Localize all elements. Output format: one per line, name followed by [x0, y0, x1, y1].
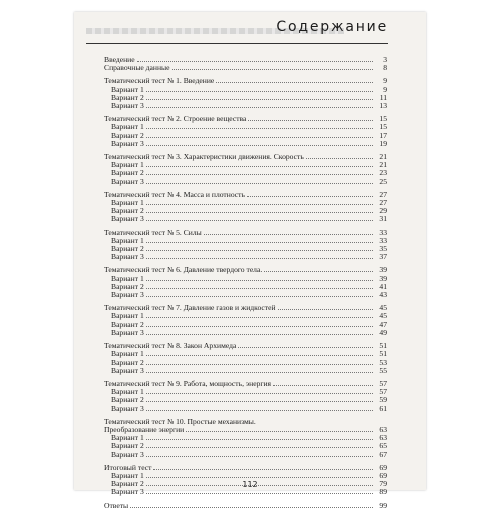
- dot-leader: [146, 215, 373, 221]
- toc-entry-page: 33: [379, 227, 387, 237]
- dot-leader: [278, 304, 373, 310]
- dot-leader: [172, 64, 373, 70]
- toc-entry-title: Вариант 2: [111, 281, 144, 291]
- toc-entry-title: Вариант 3: [111, 365, 144, 375]
- toc-section: [104, 229, 387, 262]
- dot-leader: [146, 329, 373, 335]
- toc-entry-page: 9: [383, 76, 387, 86]
- toc-variant-entry: [104, 283, 387, 291]
- toc-variant-entry: [104, 215, 387, 223]
- toc-entry-page: 11: [379, 92, 387, 102]
- toc-variant-entry: [104, 405, 387, 413]
- toc-entry-title: Вариант 3: [111, 176, 144, 186]
- toc-entry-title: Вариант 2: [111, 479, 144, 489]
- toc-entry: [104, 380, 387, 388]
- toc-entry-title: Вариант 1: [111, 387, 144, 397]
- toc-entry: [104, 153, 387, 161]
- toc-variant-entry: [104, 94, 387, 102]
- toc-variant-entry: [104, 329, 387, 337]
- dot-leader: [146, 102, 373, 108]
- toc-entry-title: Преобразование энергии: [104, 424, 185, 434]
- toc-variant-entry: [104, 178, 387, 186]
- toc-entry-title: Вариант 3: [111, 214, 144, 224]
- toc-entry-title: Вариант 3: [111, 252, 144, 262]
- dot-leader: [186, 426, 373, 432]
- page-number: 112: [242, 480, 258, 489]
- toc-entry: [104, 342, 387, 350]
- dot-leader: [146, 178, 373, 184]
- dot-leader: [258, 419, 385, 424]
- toc-entry-title: Тематический тест № 2. Строение вещества: [104, 114, 247, 124]
- toc-entry-page: 23: [379, 168, 387, 178]
- toc-entry-page: 57: [379, 378, 387, 388]
- toc-variant-entry: [104, 434, 387, 442]
- toc-entry: [104, 426, 387, 434]
- toc-entry-page: 19: [379, 138, 387, 148]
- toc-entry-page: 67: [379, 449, 387, 459]
- toc-entry: [104, 229, 387, 237]
- table-of-contents: [104, 56, 387, 515]
- dot-leader: [146, 94, 373, 100]
- toc-variant-entry: [104, 488, 387, 496]
- toc-entry-title: Введение: [104, 55, 135, 64]
- dot-leader: [153, 464, 373, 470]
- dot-leader: [146, 140, 373, 146]
- toc-section: [104, 56, 387, 72]
- toc-entry-title: Тематический тест № 6. Давление твердого тела.: [104, 265, 263, 275]
- dot-leader: [146, 472, 373, 478]
- toc-section: [104, 153, 387, 186]
- toc-entry-page: 3: [383, 55, 387, 64]
- toc-section: [104, 502, 387, 510]
- toc-variant-entry: [104, 102, 387, 110]
- dot-leader: [146, 396, 373, 402]
- toc-variant-entry: [104, 245, 387, 253]
- toc-variant-entry: [104, 472, 387, 480]
- dot-leader: [238, 342, 373, 348]
- toc-entry-page: 9: [383, 84, 387, 94]
- toc-variant-entry: [104, 207, 387, 215]
- page-title: Содержание: [276, 19, 388, 35]
- dot-leader: [146, 291, 373, 297]
- dot-leader: [146, 405, 373, 411]
- toc-entry-page: 51: [379, 349, 387, 359]
- toc-entry-page: 15: [379, 122, 387, 132]
- toc-entry-page: 41: [379, 281, 387, 291]
- dot-leader: [146, 245, 373, 251]
- toc-entry-page: 63: [379, 433, 387, 443]
- dot-leader: [146, 132, 373, 138]
- dot-leader: [146, 388, 373, 394]
- toc-entry: [104, 115, 387, 123]
- toc-variant-entry: [104, 237, 387, 245]
- toc-entry-page: 13: [379, 101, 387, 111]
- dot-leader: [146, 321, 373, 327]
- dot-leader: [146, 161, 373, 167]
- dot-leader: [146, 207, 373, 213]
- toc-entry-page: 55: [379, 365, 387, 375]
- toc-entry-title: Ответы: [104, 500, 129, 510]
- toc-entry-page: 21: [379, 152, 387, 162]
- toc-entry-page: 39: [379, 273, 387, 283]
- dot-leader: [306, 153, 373, 159]
- toc-entry-title: Вариант 2: [111, 206, 144, 216]
- dot-leader: [146, 350, 373, 356]
- toc-entry-page: 79: [379, 479, 387, 489]
- dot-leader: [273, 380, 373, 386]
- toc-entry-title: Вариант 2: [111, 395, 144, 405]
- toc-entry-title: Тематический тест № 8. Закон Архимеда: [104, 341, 237, 351]
- toc-entry-page: 59: [379, 395, 387, 405]
- toc-section: [104, 191, 387, 224]
- toc-entry-title: Вариант 2: [111, 244, 144, 254]
- toc-variant-entry: [104, 86, 387, 94]
- toc-entry-title: Вариант 1: [111, 349, 144, 359]
- toc-entry: [104, 191, 387, 199]
- dot-leader: [146, 275, 373, 281]
- toc-variant-entry: [104, 350, 387, 358]
- toc-section: [104, 266, 387, 299]
- toc-variant-entry: [104, 161, 387, 169]
- dot-leader: [204, 229, 373, 235]
- toc-entry: [104, 304, 387, 312]
- toc-entry-page: 8: [383, 63, 387, 73]
- dot-leader: [146, 86, 373, 92]
- toc-entry-title: Тематический тест № 7. Давление газов и жидкостей: [104, 303, 276, 313]
- page-header: [74, 12, 426, 46]
- toc-entry-page: 65: [379, 441, 387, 451]
- toc-variant-entry: [104, 359, 387, 367]
- dot-leader: [130, 502, 373, 508]
- dot-leader: [146, 283, 373, 289]
- dot-leader: [146, 237, 373, 243]
- toc-entry: [104, 502, 387, 510]
- toc-entry: [104, 464, 387, 472]
- toc-entry-title: Вариант 2: [111, 92, 144, 102]
- toc-section: [104, 77, 387, 110]
- toc-entry-page: 89: [379, 487, 387, 497]
- dot-leader: [146, 253, 373, 259]
- toc-entry-title: Вариант 2: [111, 130, 144, 140]
- toc-variant-entry: [104, 291, 387, 299]
- toc-entry-title: Справочные данные: [104, 63, 170, 73]
- toc-entry-page: 17: [379, 130, 387, 140]
- toc-variant-entry: [104, 275, 387, 283]
- toc-section: [104, 342, 387, 375]
- book-page: [74, 12, 426, 510]
- toc-entry-title: Вариант 3: [111, 138, 144, 148]
- toc-section: [104, 115, 387, 148]
- toc-entry-title: Вариант 3: [111, 327, 144, 337]
- toc-entry-title: Вариант 3: [111, 290, 144, 300]
- dot-leader: [146, 434, 373, 440]
- toc-variant-entry: [104, 367, 387, 375]
- dot-leader: [146, 359, 373, 365]
- toc-entry-title: Тематический тест № 9. Работа, мощность, энергия: [104, 378, 272, 388]
- toc-entry: [104, 64, 387, 72]
- toc-entry-page: 43: [379, 290, 387, 300]
- toc-entry-page: 45: [379, 303, 387, 313]
- dot-leader: [248, 115, 373, 121]
- dot-leader: [146, 488, 373, 494]
- toc-entry-title: Вариант 1: [111, 122, 144, 132]
- toc-variant-entry: [104, 396, 387, 404]
- toc-entry-title: Вариант 3: [111, 449, 144, 459]
- dot-leader: [146, 123, 373, 129]
- toc-entry-page: 69: [379, 462, 387, 472]
- toc-entry: [104, 266, 387, 274]
- toc-entry-title: Вариант 1: [111, 235, 144, 245]
- toc-entry-title: Вариант 3: [111, 487, 144, 497]
- header-divider: [86, 43, 388, 44]
- toc-variant-entry: [104, 388, 387, 396]
- toc-entry-page: 53: [379, 357, 387, 367]
- dot-leader: [146, 312, 373, 318]
- toc-entry-title: Тематический тест № 1. Введение: [104, 76, 215, 86]
- dot-leader: [146, 442, 373, 448]
- toc-entry-title: Вариант 1: [111, 311, 144, 321]
- toc-variant-entry: [104, 132, 387, 140]
- dot-leader: [216, 77, 373, 83]
- toc-variant-entry: [104, 253, 387, 261]
- toc-entry-page: 15: [379, 114, 387, 124]
- toc-entry-page: 57: [379, 387, 387, 397]
- toc-variant-entry: [104, 199, 387, 207]
- toc-entry-page: 99: [379, 500, 387, 510]
- toc-entry-page: 51: [379, 341, 387, 351]
- toc-variant-entry: [104, 169, 387, 177]
- toc-variant-entry: [104, 321, 387, 329]
- toc-section: [104, 380, 387, 413]
- toc-variant-entry: [104, 451, 387, 459]
- dot-leader: [146, 451, 373, 457]
- toc-entry-page: 39: [379, 265, 387, 275]
- dot-leader: [146, 169, 373, 175]
- toc-entry-page: 35: [379, 244, 387, 254]
- dot-leader: [146, 199, 373, 205]
- toc-entry-title: Вариант 1: [111, 470, 144, 480]
- toc-entry: [104, 77, 387, 85]
- toc-variant-entry: [104, 140, 387, 148]
- toc-entry-page: 25: [379, 176, 387, 186]
- toc-entry-page: 63: [379, 424, 387, 434]
- toc-entry-page: 45: [379, 311, 387, 321]
- toc-entry-title: Вариант 3: [111, 403, 144, 413]
- toc-entry-page: 27: [379, 198, 387, 208]
- toc-entry-title: Вариант 1: [111, 160, 144, 170]
- toc-section: [104, 418, 387, 459]
- toc-entry-title: Вариант 1: [111, 198, 144, 208]
- dot-leader: [247, 191, 373, 197]
- toc-entry-title: Тематический тест № 5. Силы: [104, 227, 202, 237]
- toc-entry-page: 27: [379, 189, 387, 199]
- toc-variant-entry: [104, 442, 387, 450]
- toc-variant-entry: [104, 312, 387, 320]
- toc-entry-page: 47: [379, 319, 387, 329]
- dot-leader: [146, 367, 373, 373]
- toc-entry-title: Вариант 2: [111, 357, 144, 367]
- toc-entry-title: Тематический тест № 3. Характеристики движения. Скорость: [104, 152, 304, 162]
- toc-entry-title: Вариант 3: [111, 101, 144, 111]
- toc-entry-page: 61: [379, 403, 387, 413]
- toc-entry-page: 37: [379, 252, 387, 262]
- toc-entry-title: Тематический тест № 10. Простые механизмы.: [104, 416, 256, 426]
- toc-entry-page: 31: [379, 214, 387, 224]
- toc-entry-page: 21: [379, 160, 387, 170]
- toc-entry-title: Вариант 1: [111, 433, 144, 443]
- toc-section: [104, 304, 387, 337]
- dot-leader: [137, 56, 373, 62]
- toc-variant-entry: [104, 123, 387, 131]
- toc-entry-title: Итоговый тест: [104, 462, 152, 472]
- toc-entry-page: 69: [379, 470, 387, 480]
- toc-entry-page: 49: [379, 327, 387, 337]
- toc-entry-title: Вариант 1: [111, 84, 144, 94]
- dot-leader: [264, 266, 373, 272]
- toc-entry-title: Тематический тест № 4. Масса и плотность: [104, 189, 245, 199]
- toc-entry-title: Вариант 2: [111, 319, 144, 329]
- toc-entry-page: 29: [379, 206, 387, 216]
- toc-entry-title: Вариант 1: [111, 273, 144, 283]
- toc-entry-title: Вариант 2: [111, 441, 144, 451]
- toc-entry-page: 33: [379, 235, 387, 245]
- toc-entry-title: Вариант 2: [111, 168, 144, 178]
